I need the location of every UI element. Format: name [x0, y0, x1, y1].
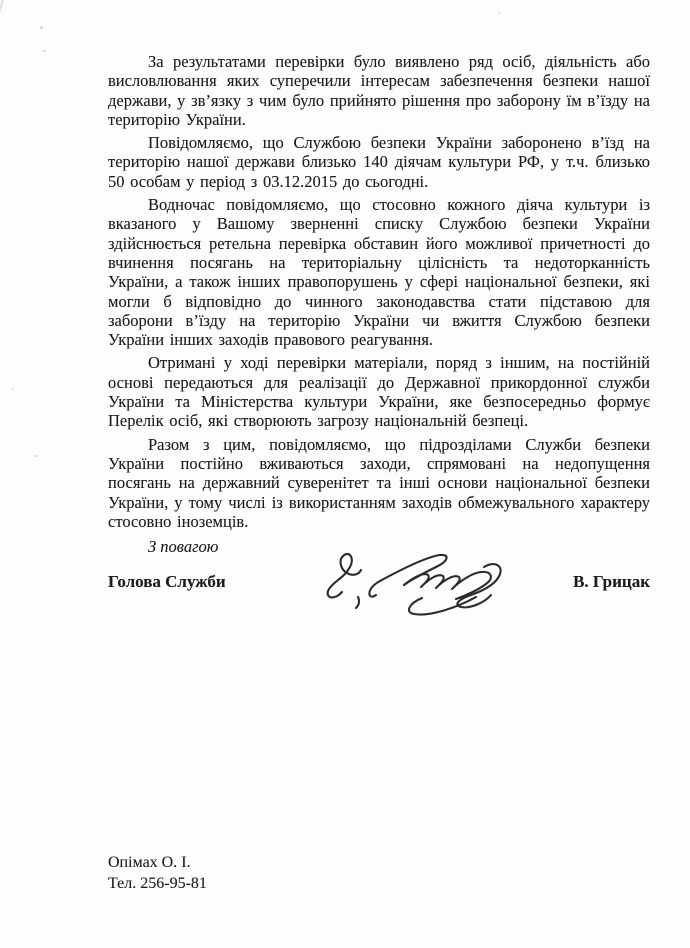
scan-speck	[498, 12, 500, 14]
scan-speck	[43, 50, 46, 52]
closing-salutation: З повагою	[148, 537, 219, 557]
paragraph-materials-transfer: Отримані у ході перевірки матеріали, поряд з іншим, на постійній основі передаються для реалізації до Державної прикордонної служби України та Міністерства культури України, яке безпосередньо формує Перелік осіб, які створюють загрозу національній безпеці.	[108, 353, 650, 431]
paragraph-list-verification: Водночас повідомляємо, що стосовно кожного діяча культури із вказаного у Вашому зверненні списку Службою безпеки України здійснюється ретельна перевірка обставин його можливої причетності до вчинення посягань на територіальну цілісність та недоторканність України, а також інших правопорушень у сфері національної безпеки, які могли б відповідно до чинного законодавства стати підставою для заборони в’їзду на територію України чи вжиття Службою безпеки України інших заходів правового реагування.	[108, 195, 650, 350]
scan-speck	[40, 26, 43, 29]
executor-block	[108, 852, 207, 894]
executor-phone: Тел. 256-95-81	[108, 875, 207, 892]
signer-title: Голова Служби	[108, 572, 226, 592]
signer-name: В. Грицак	[573, 572, 650, 592]
paragraph-results-of-check: За результатами перевірки було виявлено ряд осіб, діяльність або висловлювання яких суперечили інтересам забезпечення безпеки нашої держави, у зв’язку з чим було прийнято рішення про заборону їм в’їзду на територію України.	[108, 52, 650, 129]
handwritten-signature-icon	[318, 545, 514, 621]
scan-speck	[34, 455, 38, 457]
scan-artifact-line	[0, 0, 5, 40]
executor-name: Опімах О. І.	[108, 854, 191, 871]
paragraph-ongoing-measures: Разом з цим, повідомляємо, що підрозділами Служби безпеки України постійно вживаються заходи, спрямовані на недопущення посягань на державний суверенітет та інші основи національної безпеки України, у тому числі із використанням заходів обмежувального характеру стосовно іноземців.	[108, 434, 650, 531]
scan-speck	[12, 388, 14, 390]
paragraph-entry-ban-stats: Повідомляємо, що Службою безпеки України заборонено в’їзд на територію нашої держави близько 140 діячам культури РФ, у т.ч. близько 50 особам у період з 03.12.2015 до сьогодні.	[108, 133, 650, 191]
